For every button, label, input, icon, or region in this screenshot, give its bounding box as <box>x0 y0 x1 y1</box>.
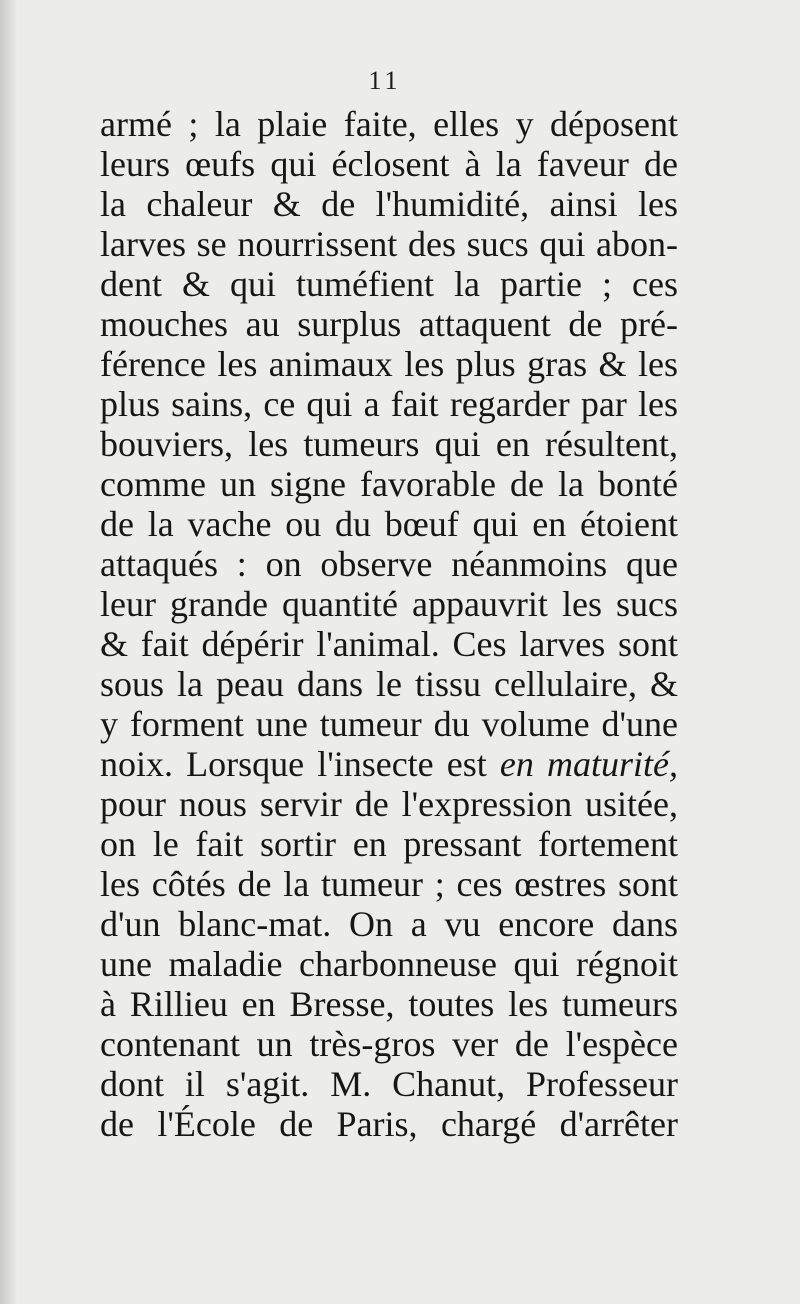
text-line: comme un signe favorable de la bonté <box>100 464 678 504</box>
text-line: dont il s'agit. M. Chanut, Professeur <box>100 1064 678 1104</box>
text-line: dent & qui tuméfient la partie ; ces <box>100 264 678 304</box>
body-text <box>100 104 678 1144</box>
text-line: férence les animaux les plus gras & les <box>100 344 678 384</box>
text-line: pour nous servir de l'expression usitée, <box>100 784 678 824</box>
text-line: & fait dépérir l'animal. Ces larves sont <box>100 624 678 664</box>
page-number: 11 <box>368 66 402 95</box>
text-line: les côtés de la tumeur ; ces œstres sont <box>100 864 678 904</box>
text-line: d'un blanc-mat. On a vu encore dans <box>100 904 678 944</box>
text-line: attaqués : on observe néanmoins que <box>100 544 678 584</box>
text-line: contenant un très-gros ver de l'espèce <box>100 1024 678 1064</box>
text-line: mouches au surplus attaquent de pré- <box>100 304 678 344</box>
text-line: larves se nourrissent des sucs qui abon- <box>100 224 678 264</box>
text-line: leurs œufs qui éclosent à la faveur de <box>100 144 678 184</box>
text-line: bouviers, les tumeurs qui en résultent, <box>100 424 678 464</box>
text-line: de l'École de Paris, chargé d'arrêter <box>100 1104 678 1144</box>
italic-phrase: en maturité, <box>499 744 678 784</box>
text-line: de la vache ou du bœuf qui en étoient <box>100 504 678 544</box>
text-line: à Rillieu en Bresse, toutes les tumeurs <box>100 984 678 1024</box>
text-line: une maladie charbonneuse qui régnoit <box>100 944 678 984</box>
text-line: la chaleur & de l'humidité, ainsi les <box>100 184 678 224</box>
text-line: on le fait sortir en pressant fortement <box>100 824 678 864</box>
text-line: sous la peau dans le tissu cellulaire, & <box>100 664 678 704</box>
text-line: y forment une tumeur du volume d'une <box>100 704 678 744</box>
text-line: armé ; la plaie faite, elles y déposent <box>100 104 678 144</box>
text-line-with-italic <box>100 744 678 784</box>
text-line: leur grande quantité appauvrit les sucs <box>100 584 678 624</box>
text-line: plus sains, ce qui a fait regarder par les <box>100 384 678 424</box>
text-segment: noix. Lorsque l'insecte est <box>100 744 487 784</box>
